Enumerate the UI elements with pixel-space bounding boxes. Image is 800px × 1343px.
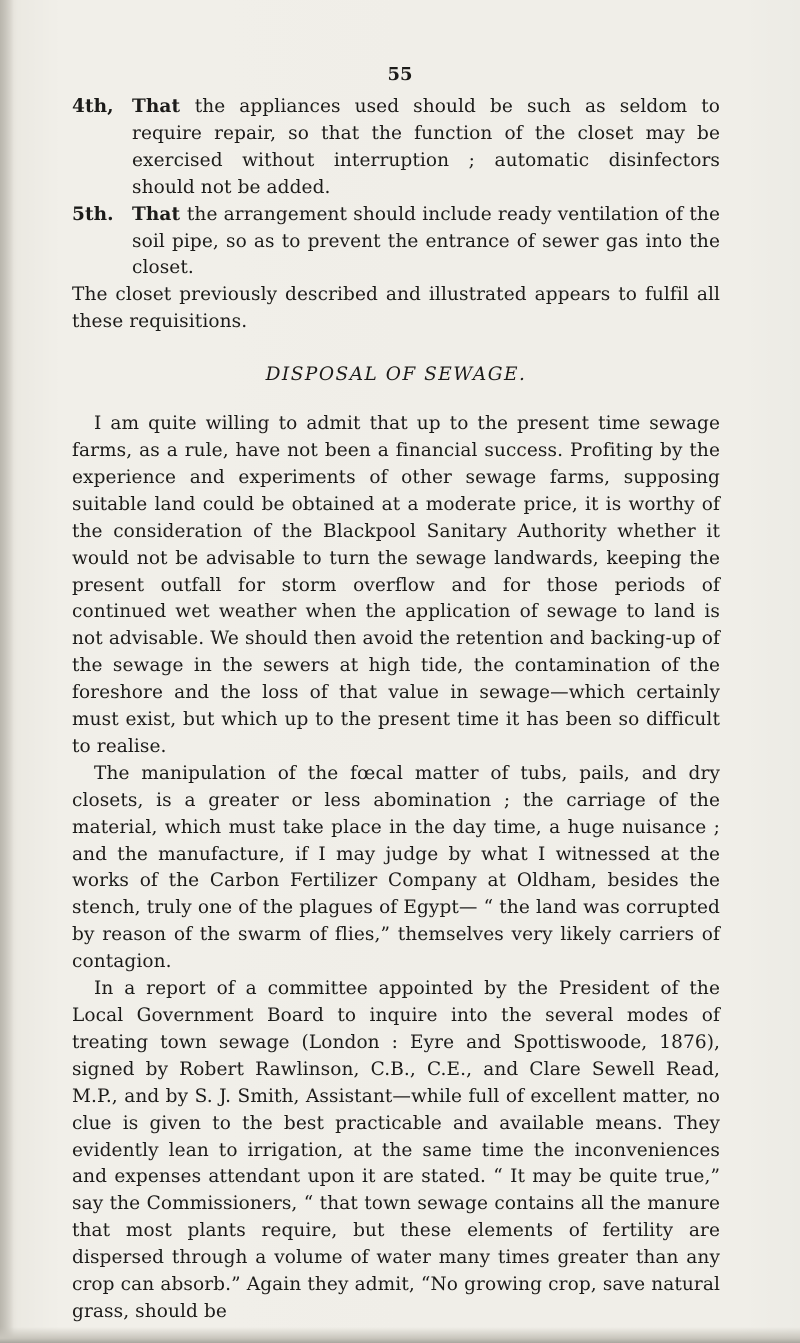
requirement-number: 4th,: [72, 96, 114, 117]
page-body: [72, 94, 720, 1326]
section-heading: DISPOSAL OF SEWAGE.: [265, 364, 527, 386]
requirement-item-5: [72, 202, 720, 283]
paragraph-committee-report: In a report of a committee appointed by the President of the Local Government Board to inquire into the several modes of treating town sewage (London : Eyre and Spottiswoode, 1876), signed by Robert Rawlinson, C.B., C.E., and Clare Sewell Read, M.P., and by S. J. Smith, Assistant—while full of excellent matter, no clue is given to the best practicable and available means. They evidently lean to irrigation, at the same time the inconveniences and expenses attendant upon it are stated. “ It may be quite true,” say the Commissioners, “ that town sewage contains all the manure that most plants require, but these elements of fertility are dispersed through a volume of water many times greater than any crop can absorb.” Again they admit, “No growing crop, save natural grass, should be: [72, 978, 720, 1322]
requirement-text: the arrangement should include ready ventilation of the soil pipe, so as to prevent the entrance of sewer gas into the closet.: [132, 203, 720, 279]
closing-paragraph: The closet previously described and illustrated appears to fulfil all these requisitions.: [72, 284, 720, 333]
gutter-shadow: [0, 0, 14, 1343]
requirement-text: the appliances used should be such as seldom to require repair, so that the function of the closet may be exercised without interruption ; automatic disinfectors should not be added.: [132, 96, 720, 198]
requirement-item-4: [72, 94, 720, 202]
requirement-lead-word: That: [132, 96, 195, 117]
page-bottom-edge: [0, 1327, 800, 1343]
requirement-number: 5th.: [72, 203, 114, 225]
requirement-lead-word: That: [132, 203, 187, 225]
paragraph-sewage-farms: I am quite willing to admit that up to the present time sewage farms, as a rule, have not been a financial success. Profiting by the experience and experiments of other sewage farms, supposing suitable land could be obtained at a moderate price, it is worthy of the consideration of the Blackpool Sanitary Authority whether it would not be advisable to turn the sewage landwards, keeping the present outfall for storm overflow and for those periods of continued wet weather when the application of sewage to land is not advisable. We should then avoid the retention and backing-up of the sewage in the sewers at high tide, the contamination of the foreshore and the loss of that value in sewage—which certainly must exist, but which up to the present time it has been so difficult to realise.: [72, 413, 720, 757]
page-number: 55: [387, 64, 413, 85]
paragraph-faecal-matter: The manipulation of the fœcal matter of tubs, pails, and dry closets, is a greater or less abomination ; the carriage of the material, which must take place in the day time, a huge nuisance ; and the manufacture, if I may judge by what I witnessed at the works of the Carbon Fertilizer Company at Oldham, besides the stench, truly one of the plagues of Egypt— “ the land was corrupted by reason of the swarm of flies,” themselves very likely carriers of contagion.: [72, 762, 720, 973]
